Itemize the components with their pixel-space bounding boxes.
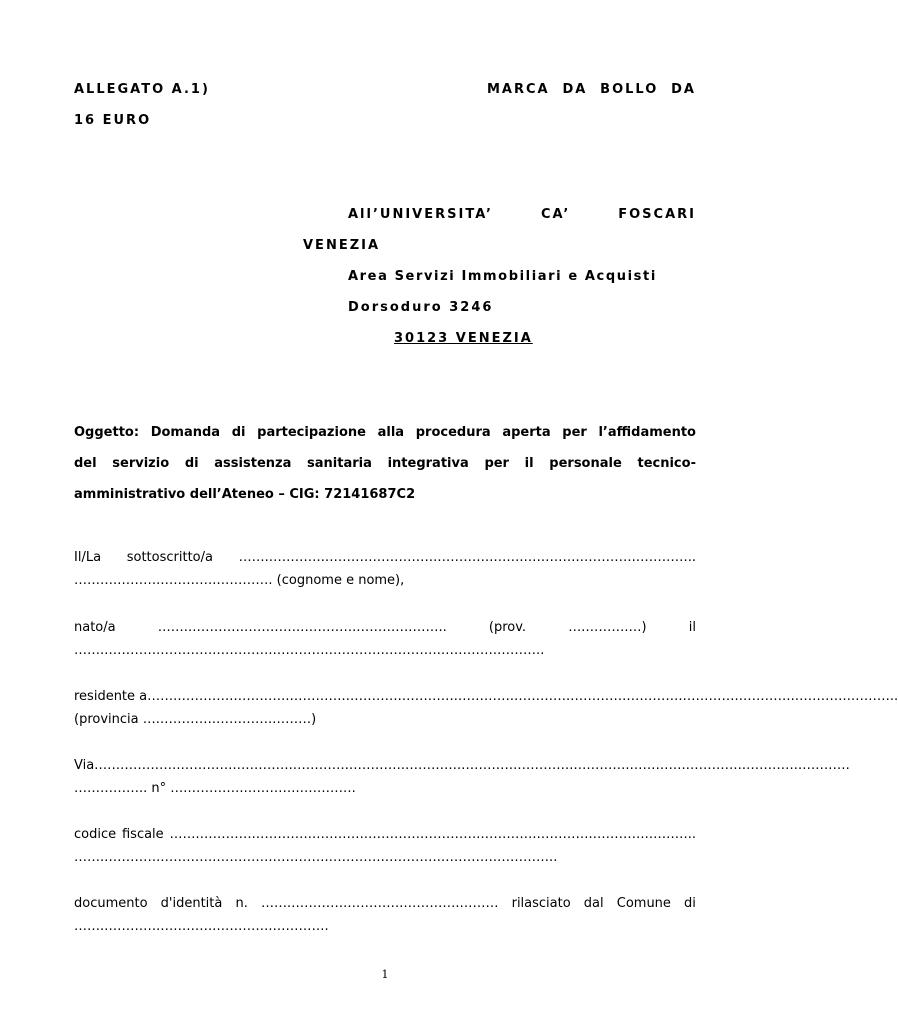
- recipient-address: Dorsoduro 3246: [348, 300, 494, 315]
- subject-word: di: [184, 456, 199, 471]
- documento-line: [74, 896, 696, 911]
- recipient-word: FOSCARI: [618, 207, 696, 222]
- subject-line-3: [74, 487, 696, 502]
- provincia-line[interactable]: (provincia ….………….………….………): [74, 712, 317, 727]
- il-label: il: [688, 620, 696, 635]
- fiscale-label: fiscale: [121, 827, 164, 842]
- subject-word: personale: [549, 456, 622, 471]
- recipient-area: Area Servizi Immobiliari e Acquisti: [348, 269, 657, 284]
- subject-word: procedura: [415, 425, 491, 440]
- residente-label: residente a: [74, 689, 148, 704]
- documento-label: documento: [74, 896, 148, 911]
- birthdate-blank[interactable]: …….………….………….………….………….………….………….………….………..: [74, 643, 545, 658]
- subject-word: partecipazione: [257, 425, 366, 440]
- residente-line: [74, 689, 898, 704]
- name-blank[interactable]: …….………….………….………….………….…….………….………….…………..: [238, 550, 696, 565]
- marca-amount: 16 EURO: [74, 113, 152, 128]
- codice-label: codice: [74, 827, 117, 842]
- codice-fiscale-blank-2[interactable]: …….………….………….………….………….………….………….………….…………..: [74, 850, 558, 865]
- codice-fiscale-line: [74, 827, 696, 842]
- sottoscritto-label: sottoscritto/a: [126, 550, 213, 565]
- rilasciato-label: di: [684, 896, 696, 911]
- subject-line-1: [74, 425, 696, 440]
- recipient-venezia: VENEZIA: [303, 238, 381, 253]
- sottoscritto-line: [74, 550, 696, 565]
- comune-blank[interactable]: …….………….………….………….………….: [74, 919, 329, 934]
- documento-label: d'identità: [160, 896, 223, 911]
- residence-blank[interactable]: …….………….………….………….………….………….………….………….………….………….………….………….………….………..: [147, 689, 898, 704]
- subject-word: del: [74, 456, 97, 471]
- nato-line: [74, 620, 696, 635]
- rilasciato-label: rilasciato: [511, 896, 571, 911]
- subject-cig-text: amministrativo dell’Ateneo – CIG: 72141687C2: [74, 487, 416, 502]
- recipient-word: All’UNIVERSITA’: [348, 207, 494, 222]
- marca-word: BOLLO: [600, 82, 659, 97]
- sottoscritto-label: Il/La: [74, 550, 102, 565]
- nato-label: nato/a: [74, 620, 116, 635]
- subject-word: Oggetto:: [74, 425, 140, 440]
- civic-number-line[interactable]: …………….. n° ….………….………….………….: [74, 781, 356, 796]
- allegato-label: ALLEGATO A.1): [74, 82, 210, 97]
- subject-word: assistenza: [214, 456, 292, 471]
- page-number: 1: [381, 968, 389, 981]
- subject-word: per: [484, 456, 509, 471]
- subject-word: alla: [377, 425, 405, 440]
- recipient-university-line: [348, 207, 696, 222]
- subject-word: per: [562, 425, 587, 440]
- subject-word: di: [231, 425, 246, 440]
- rilasciato-label: Comune: [616, 896, 671, 911]
- document-number-blank[interactable]: …….………….………….………….………: [260, 896, 499, 911]
- marca-word: DA: [562, 82, 588, 97]
- marca-word: MARCA: [487, 82, 550, 97]
- recipient-city-text: 30123 VENEZIA: [394, 331, 533, 346]
- subject-word: tecnico-: [637, 456, 696, 471]
- subject-word: aperta: [502, 425, 551, 440]
- via-line: [74, 758, 850, 773]
- subject-word: il: [524, 456, 534, 471]
- subject-word: sanitaria: [307, 456, 372, 471]
- prov-blank[interactable]: ….……….…): [568, 620, 647, 635]
- rilasciato-label: dal: [583, 896, 604, 911]
- documento-label: n.: [235, 896, 248, 911]
- prov-label: (prov.: [488, 620, 527, 635]
- recipient-city: [394, 331, 533, 346]
- cognome-nome-line[interactable]: ……….……….………….…………. (cognome e nome),: [74, 573, 405, 588]
- marca-da-bollo-line: [487, 82, 696, 97]
- recipient-word: CA’: [540, 207, 571, 222]
- subject-word: Domanda: [150, 425, 221, 440]
- birthplace-blank[interactable]: …….………….………….………….………….……..: [157, 620, 447, 635]
- subject-word: integrativa: [387, 456, 469, 471]
- codice-fiscale-blank[interactable]: …….………….………….………….………….………….………….………….………….………..: [169, 827, 696, 842]
- subject-word: servizio: [112, 456, 170, 471]
- via-blank[interactable]: Via…….………….………….………….………….………….………….………….………….………….………….………….………….…………: [74, 758, 850, 773]
- subject-line-2: [74, 456, 696, 471]
- subject-word: l’affidamento: [598, 425, 696, 440]
- marca-word: DA: [671, 82, 696, 97]
